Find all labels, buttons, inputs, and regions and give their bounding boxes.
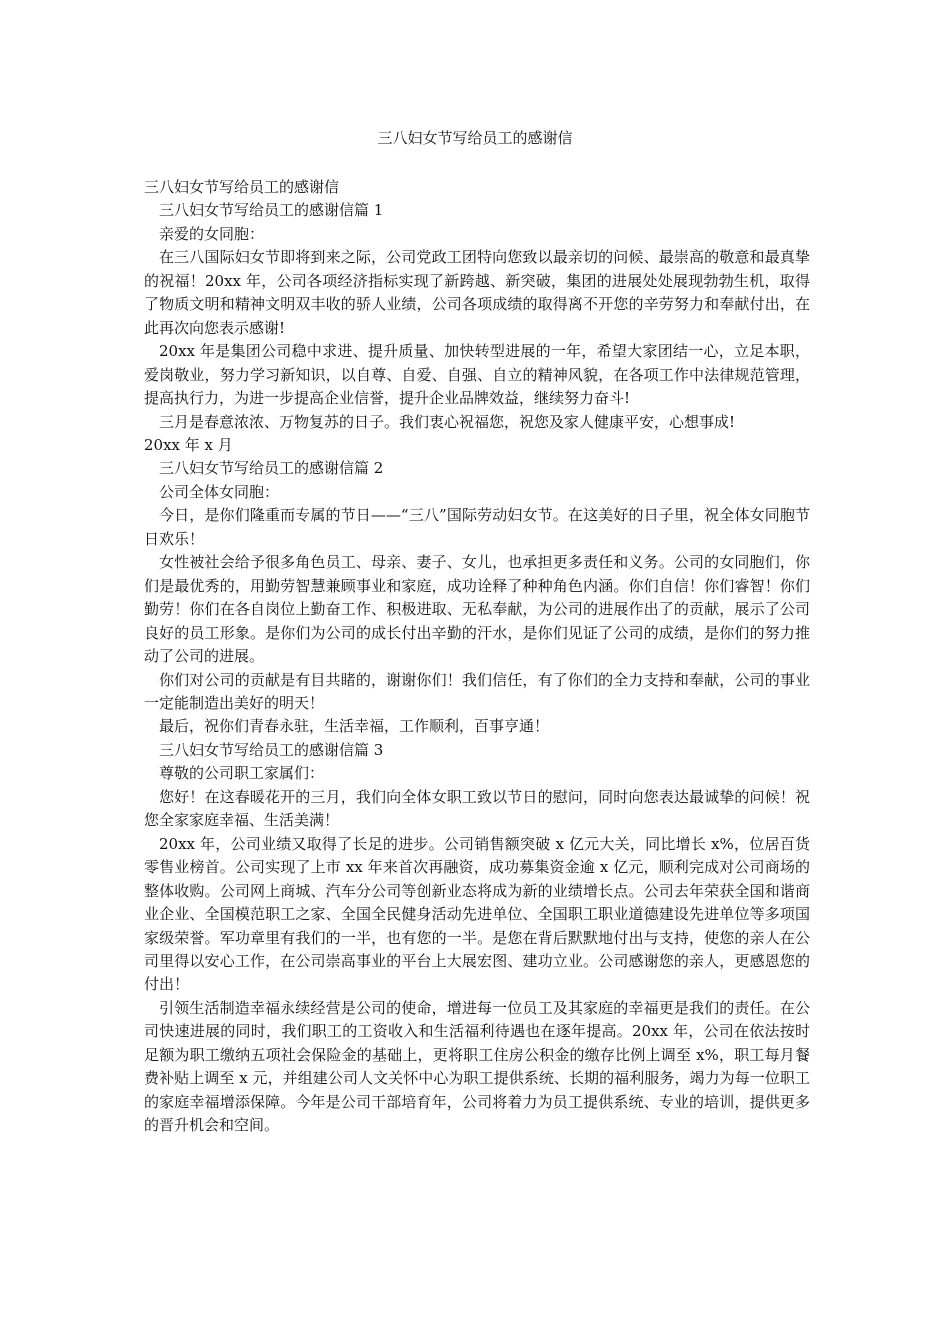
paragraph: 最后，祝你们青春永驻，生活幸福，工作顺利，百事亨通！	[159, 717, 550, 736]
paragraph: 您好！在这春暖花开的三月，我们向全体女职工致以节日的慰问，同时向您表达最诚挚的问候！祝您全家家庭幸福、生活美满！	[144, 787, 810, 830]
paragraph: 20xx 年，公司业绩又取得了长足的进步。公司销售额突破 x 亿元大关，同比增长 x%，位居百货零售业榜首。公司实现了上市 xx 年来首次再融资，成功募集资金逾 x 亿元，顺利完成对公司商场的整体收购。公司网上商城、汽车分公司等创新业态将成为新的业绩增长点。公司去年荣获全国和谐商业企业、全国模范职工之家、全国全民健身活动先进单位、全国职工职业道德建设先进单位等多项国家级荣誉。军功章里有我们的一半，也有您的一半。是您在背后默默地付出与支持，使您的亲人在公司里得以安心工作，在公司崇高事业的平台上大展宏图、建功立业。公司感谢您的亲人，更感恩您的付出！	[144, 834, 810, 994]
paragraph: 三八妇女节写给员工的感谢信篇 2	[159, 459, 384, 478]
paragraph: 引领生活制造幸福永续经营是公司的使命，增进每一位员工及其家庭的幸福更是我们的责任。在公司快速进展的同时，我们职工的工资收入和生活福利待遇也在逐年提高。20xx 年，公司在依法按时足额为职工缴纳五项社会保险金的基础上，更将职工住房公积金的缴存比例上调至 x%，职工每月餐费补贴上调至 x 元，并组建公司人文关怀中心为职工提供系统、长期的福利服务，竭力为每一位职工的家庭幸福增添保障。今年是公司干部培育年，公司将着力为员工提供系统、专业的培训，提供更多的晋升机会和空间。	[144, 998, 810, 1135]
paragraph: 女性被社会给予很多角色员工、母亲、妻子、女儿，也承担更多责任和义务。公司的女同胞们，你们是最优秀的，用勤劳智慧兼顾事业和家庭，成功诠释了种种角色内涵。你们自信！你们睿智！你们勤劳！你们在各自岗位上勤奋工作、积极进取、无私奉献，为公司的进展作出了的贡献，展示了公司良好的员工形象。是你们为公司的成长付出辛勤的汗水，是你们见证了公司的成绩，是你们的努力推动了公司的进展。	[144, 553, 810, 666]
document-body	[144, 176, 810, 1138]
paragraph: 尊敬的公司职工家属们：	[159, 764, 325, 783]
paragraph: 三八妇女节写给员工的感谢信篇 1	[159, 201, 384, 220]
paragraph: 你们对公司的贡献是有目共睹的，谢谢你们！我们信任，有了你们的全力支持和奉献，公司的事业一定能制造出美好的明天！	[144, 670, 810, 712]
paragraph: 公司全体女同胞：	[159, 482, 280, 501]
paragraph: 三八妇女节写给员工的感谢信	[144, 178, 340, 196]
paragraph: 三月是春意浓浓、万物复苏的日子。我们衷心祝福您，祝您及家人健康平安，心想事成!	[159, 412, 736, 431]
document-title: 三八妇女节写给员工的感谢信	[377, 129, 573, 147]
paragraph: 三八妇女节写给员工的感谢信篇 3	[159, 740, 384, 759]
paragraph: 今日，是你们隆重而专属的节日——“三八”国际劳动妇女节。在这美好的日子里，祝全体女同胞节日欢乐！	[144, 506, 810, 548]
paragraph: 20xx 年是集团公司稳中求进、提升质量、加快转型进展的一年，希望大家团结一心，立足本职，爱岗敬业，努力学习新知识，以自尊、自爱、自强、自立的精神风貌，在各项工作中法律规范管理，提高执行力，为进一步提高企业信誉，提升企业品牌效益，继续努力奋斗!	[144, 342, 810, 408]
paragraph: 在三八国际妇女节即将到来之际，公司党政工团特向您致以最亲切的问候、最崇高的敬意和最真挚的祝福！20xx 年，公司各项经济指标实现了新跨越、新突破，集团的进展处处展现勃勃生机，取得了物质文明和精神文明双丰收的骄人业绩，公司各项成绩的取得离不开您的辛劳努力和奉献付出，在此再次向您表示感谢!	[144, 248, 810, 337]
paragraph: 20xx 年 x 月	[144, 435, 233, 454]
paragraph: 亲爱的女同胞：	[159, 224, 265, 243]
